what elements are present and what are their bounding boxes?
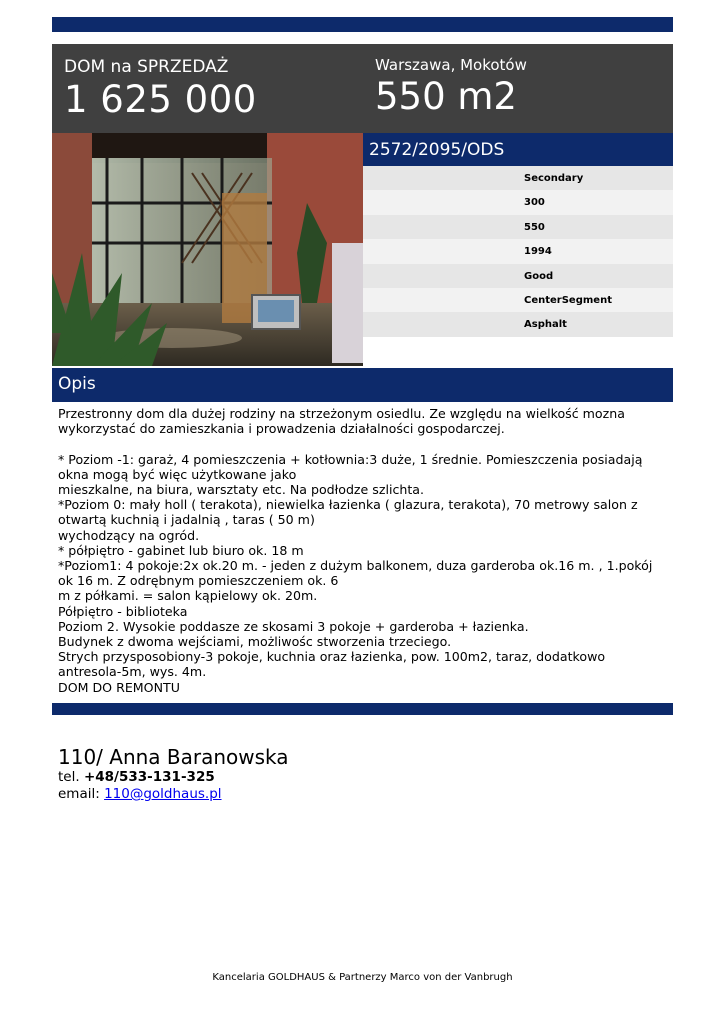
agent-contact (58, 745, 289, 803)
phone-label: tel. (58, 769, 80, 785)
listing-area: 550 m2 (375, 75, 517, 118)
agent-phone: +48/533-131-325 (83, 769, 215, 785)
param-segment: CenterSegment (363, 288, 673, 312)
listing-location: Warszawa, Mokotów (375, 56, 527, 74)
property-photo (52, 133, 363, 366)
agent-email-link[interactable]: 110@goldhaus.pl (104, 786, 222, 802)
listing-price: 1 625 000 (64, 78, 257, 121)
listing-header (52, 44, 673, 133)
param-market: Secondary (363, 166, 673, 190)
email-label: email: (58, 786, 100, 802)
listing-type: DOM na SPRZEDAŻ (64, 57, 229, 77)
param-access-road: Asphalt (363, 312, 673, 336)
listing-params (363, 166, 673, 337)
description-heading: Opis (52, 368, 673, 402)
param-usable-area: 550 (363, 215, 673, 239)
description-text: Przestronny dom dla dużej rodziny na strzeżonym osiedlu. Ze względu na wielkość mozna wykorzystać do zamieszkania i prowadzenia działalności gospodarczej. * Poziom -1: garaż, 4 pomieszczenia + kotłownia:3 duże, 1 średnie. Pomieszczenia posiadają okna mogą być więc użytkowane jako mieszkalne, na biura, warsztaty etc. Na podłodze szlichta. *Poziom 0: mały holl ( terakota), niewielka łazienka ( glazura, terakota), 70 metrowy salon z otwartą kuchnią i jadalnią , taras ( 50 m) wychodzący na ogród. * półpiętro - gabinet lub biuro ok. 18 m *Poziom1: 4 pokoje:2x ok.20 m. - jeden z dużym balkonem, duza garderoba ok.16 m. , 1.pokój ok 16 m. Z odrębnym pomieszczeniem ok. 6 m z półkami. = salon kąpielowy ok. 20m. Półpiętro - biblioteka Poziom 2. Wysokie poddasze ze skosami 3 pokoje + garderoba + łazienka. Budynek z dwoma wejściami, możliwośc stworzenia trzeciego. Strych przysposobiony-3 pokoje, kuchnia oraz łazienka, pow. 100m2, taraz, dodatkowo antresola-5m, wys. 4m. DOM DO REMONTU (58, 406, 653, 695)
agent-name: 110/ Anna Baranowska (58, 745, 289, 769)
top-accent-bar (52, 17, 673, 32)
agent-phone-line (58, 769, 289, 786)
listing-reference: 2572/2095/ODS (363, 133, 673, 166)
param-plot-area: 300 (363, 190, 673, 214)
param-condition: Good (363, 264, 673, 288)
param-year-built: 1994 (363, 239, 673, 263)
agent-email-line (58, 786, 289, 803)
footer-text: Kancelaria GOLDHAUS & Partnerzy Marco von der Vanbrugh (212, 972, 513, 983)
bottom-accent-bar (52, 703, 673, 715)
